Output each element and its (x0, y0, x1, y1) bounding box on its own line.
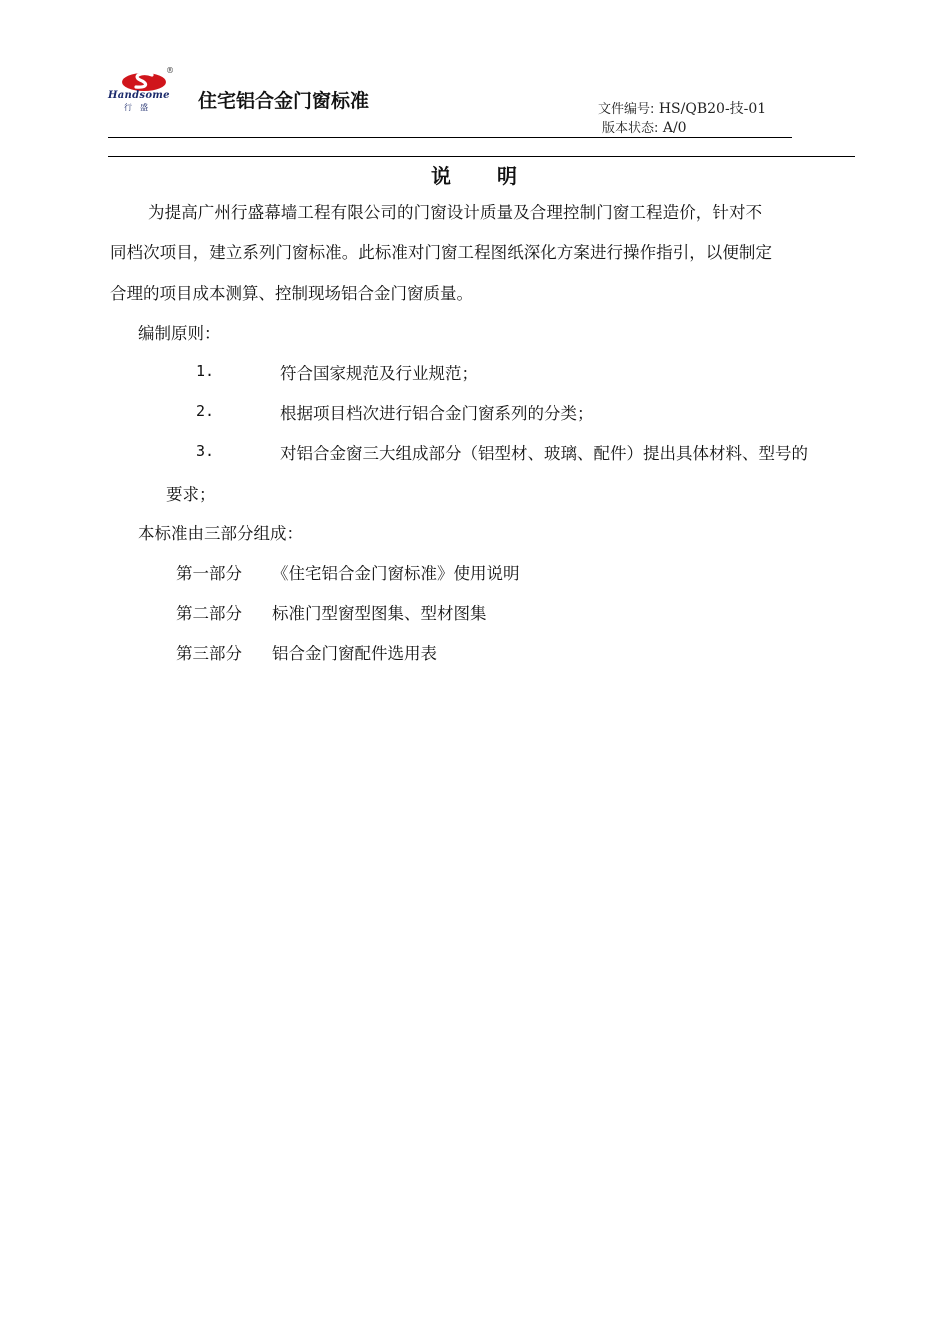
principles-label: 编制原则： (138, 324, 221, 343)
company-logo (108, 68, 180, 116)
principle-3-number: 3. (196, 442, 215, 460)
part-1-label: 第一部分 (176, 564, 242, 583)
version-value: A/0 (662, 120, 687, 136)
part-3-label: 第三部分 (176, 644, 242, 663)
principle-1-text: 符合国家规范及行业规范； (280, 364, 478, 383)
logo-script-text: Handsome (108, 90, 170, 101)
section-divider (108, 156, 855, 157)
principle-3-text: 对铝合金窗三大组成部分（铝型材、玻璃、配件）提出具体材料、型号的 (280, 444, 808, 463)
heading-char-2: 明 (497, 164, 519, 188)
intro-line-3: 合理的项目成本测算、控制现场铝合金门窗质量。 (110, 284, 473, 303)
principle-2-number: 2. (196, 402, 215, 420)
part-1-text: 《住宅铝合金门窗标准》使用说明 (272, 564, 520, 583)
part-3-text: 铝合金门窗配件选用表 (272, 644, 437, 663)
version-label: 版本状态: (602, 121, 659, 136)
header-divider (108, 137, 792, 138)
part-2-label: 第二部分 (176, 604, 242, 623)
file-number-value: HS/QB20-技-01 (658, 101, 767, 117)
document-title: 住宅铝合金门窗标准 (198, 90, 370, 112)
logo-chinese-text: 行盛 (124, 103, 156, 112)
parts-label: 本标准由三部分组成： (138, 524, 303, 543)
registered-mark: ® (166, 66, 174, 75)
principle-3-continuation: 要求； (166, 485, 216, 504)
section-heading (0, 160, 950, 189)
intro-line-1: 为提高广州行盛幕墙工程有限公司的门窗设计质量及合理控制门窗工程造价，针对不 (148, 203, 763, 222)
part-2-text: 标准门型窗型图集、型材图集 (272, 604, 487, 623)
principle-2-text: 根据项目档次进行铝合金门窗系列的分类； (280, 404, 594, 423)
version-row (598, 119, 766, 138)
principle-1-number: 1. (196, 362, 215, 380)
file-number-row (598, 100, 766, 119)
heading-char-1: 说 (431, 164, 453, 188)
intro-line-2: 同档次项目，建立系列门窗标准。此标准对门窗工程图纸深化方案进行操作指引，以便制定 (110, 243, 772, 262)
document-meta (598, 100, 766, 138)
file-number-label: 文件编号: (598, 102, 655, 117)
